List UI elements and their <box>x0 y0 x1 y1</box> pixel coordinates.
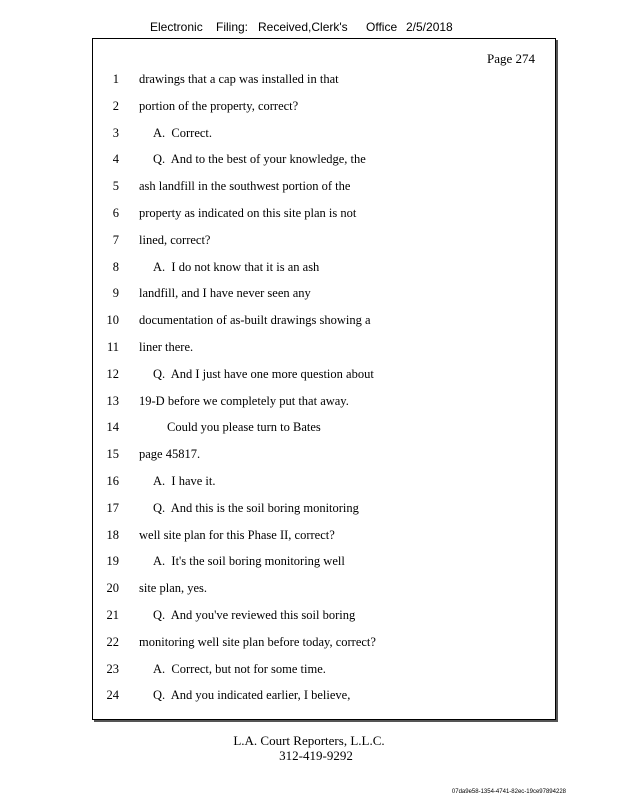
line-number: 10 <box>106 313 119 328</box>
transcript-line <box>93 313 553 333</box>
transcript-line <box>93 662 553 682</box>
line-text: A. I have it. <box>153 474 216 488</box>
line-text: well site plan for this Phase II, correct? <box>139 527 335 542</box>
transcript-line <box>93 286 553 306</box>
transcript-line <box>93 447 553 467</box>
line-text: Q. And I just have one more question about <box>153 366 374 381</box>
line-number: 11 <box>106 340 119 354</box>
line-number: 15 <box>106 447 119 462</box>
transcript-line <box>93 635 553 655</box>
line-number: 14 <box>106 420 119 435</box>
line-number: 23 <box>106 661 119 676</box>
line-number: 6 <box>112 206 119 220</box>
page-number: Page 274 <box>486 51 535 66</box>
line-text: liner there. <box>139 340 194 354</box>
transcript-line <box>93 126 553 146</box>
line-text: A. Correct, but not for some time. <box>153 661 326 676</box>
line-number: 5 <box>112 179 119 194</box>
line-text: drawings that a cap was installed in that <box>139 72 339 86</box>
line-number: 4 <box>112 152 119 167</box>
line-text: Q. And you indicated earlier, I believe, <box>153 688 351 703</box>
line-text: ash landfill in the southwest portion of the <box>139 179 351 194</box>
document-hash: 07da9e58-1354-4741-82ec-19ce97894228 <box>451 789 566 795</box>
header-date: 2/5/2018 <box>406 20 453 34</box>
line-text: Q. And you've reviewed this soil boring <box>153 608 356 622</box>
transcript-line <box>93 501 553 521</box>
line-text: page 45817. <box>139 447 201 462</box>
line-number: 7 <box>112 232 119 247</box>
header-office: Office <box>366 20 398 34</box>
transcript-line <box>93 420 553 440</box>
line-text: portion of the property, correct? <box>139 98 299 113</box>
header-received: Received,Clerk's <box>258 20 348 34</box>
line-number: 18 <box>106 527 119 542</box>
transcript-line <box>93 72 553 92</box>
transcript-page <box>92 38 556 720</box>
line-text: lined, correct? <box>139 232 211 247</box>
line-number: 3 <box>112 125 119 140</box>
line-number: 13 <box>106 393 119 408</box>
transcript-line <box>93 528 553 548</box>
line-text: monitoring well site plan before today, correct? <box>139 634 376 649</box>
transcript-line <box>93 152 553 172</box>
line-text: Could you please turn to Bates <box>167 420 321 435</box>
transcript-line <box>93 233 553 253</box>
line-text: 19-D before we completely put that away. <box>139 393 349 408</box>
transcript-line <box>93 206 553 226</box>
footer-phone: 312-419-9292 <box>279 748 353 763</box>
header-electronic: Electronic <box>150 20 203 34</box>
transcript-line <box>93 554 553 574</box>
line-text: Q. And to the best of your knowledge, the <box>153 152 366 167</box>
line-number: 12 <box>106 366 119 381</box>
line-number: 1 <box>112 72 119 86</box>
transcript-line <box>93 367 553 387</box>
transcript-line <box>93 260 553 280</box>
filing-header <box>0 20 618 38</box>
transcript-line <box>93 179 553 199</box>
transcript-line <box>93 394 553 414</box>
line-number: 24 <box>106 688 119 703</box>
line-number: 19 <box>106 554 119 569</box>
transcript-line <box>93 608 553 628</box>
line-number: 2 <box>112 98 119 113</box>
line-number: 17 <box>106 500 119 515</box>
line-text: A. Correct. <box>153 125 213 140</box>
line-text: A. I do not know that it is an ash <box>153 259 320 274</box>
transcript-line <box>93 474 553 494</box>
line-text: landfill, and I have never seen any <box>139 286 311 301</box>
transcript-line <box>93 581 553 601</box>
line-text: documentation of as-built drawings showing a <box>139 313 371 328</box>
line-text: site plan, yes. <box>139 581 208 596</box>
line-number: 8 <box>112 259 119 274</box>
line-text: A. It's the soil boring monitoring well <box>153 554 345 569</box>
line-number: 20 <box>106 581 119 596</box>
line-number: 16 <box>106 474 119 488</box>
transcript-line <box>93 99 553 119</box>
line-number: 21 <box>106 608 119 622</box>
transcript-line <box>93 688 553 708</box>
line-number: 22 <box>106 634 119 649</box>
footer-company: L.A. Court Reporters, L.L.C. <box>233 733 385 748</box>
transcript-line <box>93 340 553 360</box>
line-number: 9 <box>112 286 119 301</box>
header-filing: Filing: <box>216 20 249 34</box>
line-text: Q. And this is the soil boring monitoring <box>153 500 359 515</box>
line-text: property as indicated on this site plan is not <box>139 206 357 220</box>
